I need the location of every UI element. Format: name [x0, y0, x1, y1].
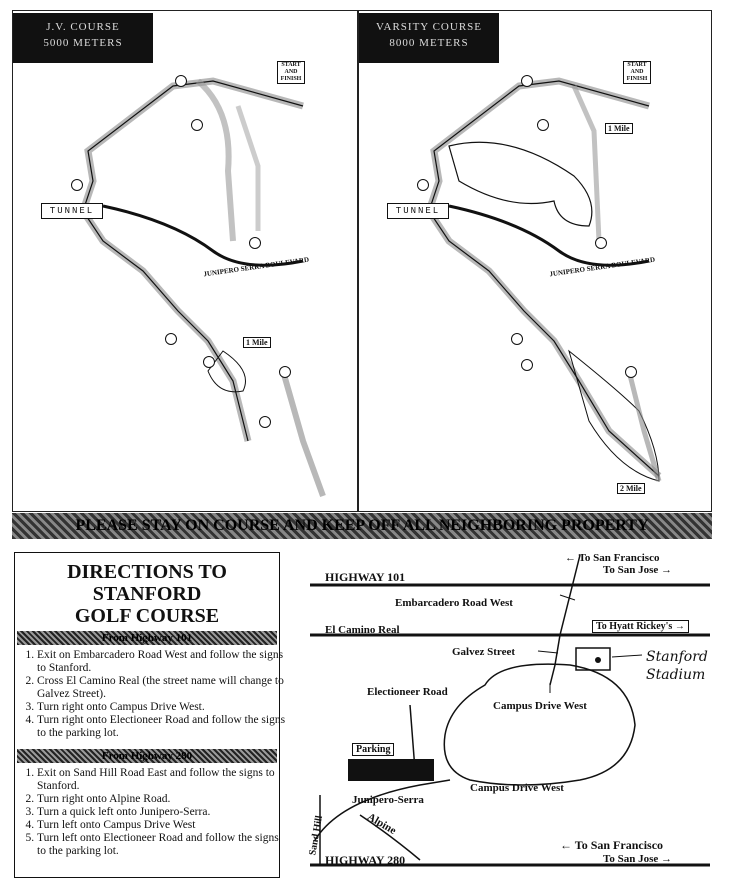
section-heading-280: From Highway 280: [17, 749, 277, 763]
direction-step: 4. Turn left onto Campus Drive West: [37, 819, 289, 832]
marker-circle: [249, 237, 261, 249]
to-sj-bottom-label: To San Jose: [603, 853, 659, 865]
hyatt-label-text: To Hyatt Rickey's: [596, 621, 673, 632]
course-name: VARSITY COURSE: [376, 21, 482, 33]
to-sj-top-label: To San Jose: [603, 564, 659, 576]
start-finish-marker: START AND FINISH: [277, 61, 305, 84]
marker-circle: [521, 75, 533, 87]
keep-off-banner: PLEASE STAY ON COURSE AND KEEP OFF ALL NEIGHBORING PROPERTY: [12, 513, 712, 539]
marker-circle: [417, 179, 429, 191]
stadium-handwritten-note: Stanford Stadium: [646, 649, 708, 683]
direction-step: 3. Turn right onto Campus Drive West.: [37, 701, 289, 714]
campus-drive-label-2: Campus Drive West: [470, 782, 564, 794]
mile-marker-1: 1 Mile: [605, 123, 633, 134]
highway-101-label: HIGHWAY 101: [325, 570, 406, 584]
embarcadero-label: Embarcadero Road West: [395, 597, 513, 609]
directions-title-line2: STANFORD: [92, 583, 202, 605]
directions-title-line1: DIRECTIONS TO: [67, 561, 227, 583]
highway-280-label: HIGHWAY 280: [325, 853, 406, 867]
to-san-jose-top: To San Jose →: [603, 564, 672, 576]
campus-drive-label-1: Campus Drive West: [493, 700, 587, 712]
junipero-serra-label: Junipero-Serra: [352, 794, 424, 806]
directions-box: [14, 552, 286, 878]
mile-marker-2: 2 Mile: [617, 483, 645, 494]
direction-step: 5. Turn left onto Electioneer Road and follow the signs to the parking lot.: [37, 832, 289, 858]
direction-step: 2. Cross El Camino Real (the street name will change to Galvez Street).: [37, 675, 289, 701]
galvez-label: Galvez Street: [452, 646, 516, 658]
parking-label: Parking: [352, 743, 394, 756]
marker-circle: [595, 237, 607, 249]
marker-circle: [279, 366, 291, 378]
road-map: [300, 545, 714, 880]
directions-list-101: [21, 649, 289, 740]
course-name: J.V. COURSE: [46, 21, 120, 33]
to-san-jose-bottom: To San Jose →: [603, 853, 672, 865]
marker-circle: [259, 416, 271, 428]
to-san-francisco-bottom: ← To San Francisco: [560, 838, 664, 852]
direction-step: 1. Exit on Embarcadero Road West and follow the signs to Stanford.: [37, 649, 289, 675]
to-san-francisco-top: ← To San Francisco: [565, 552, 660, 564]
hyatt-rickeys-label: To Hyatt Rickey's →: [592, 620, 689, 633]
mile-marker: 1 Mile: [243, 337, 271, 348]
electioneer-label: Electioneer Road: [367, 686, 448, 698]
directions-list-280: [21, 767, 289, 858]
start-finish-marker: START AND FINISH: [623, 61, 651, 84]
varsity-course-map: [358, 10, 712, 512]
direction-step: 3. Turn a quick left onto Junipero-Serra.: [37, 806, 289, 819]
course-distance: 5000 METERS: [43, 37, 123, 49]
marker-circle: [625, 366, 637, 378]
directions-title-line3: GOLF COURSE: [74, 605, 220, 627]
marker-circle: [521, 359, 533, 371]
varsity-course-route: [359, 11, 711, 511]
boulevard-label: JUNIPERO SERRA BOULEVARD: [202, 255, 310, 279]
to-sf-top-label: To San Francisco: [578, 552, 660, 564]
section-heading-101: From Highway 101: [17, 631, 277, 645]
sand-hill-label: Sand Hill: [307, 814, 326, 857]
el-camino-label: El Camino Real: [325, 624, 400, 636]
boulevard-label: JUNIPERO SERRA BOULEVARD: [548, 255, 656, 279]
direction-step: 4. Turn right onto Electioneer Road and follow the signs to the parking lot.: [37, 714, 289, 740]
jv-course-map: [12, 10, 358, 512]
direction-step: 1. Exit on Sand Hill Road East and follow the signs to Stanford.: [37, 767, 289, 793]
course-distance: 8000 METERS: [389, 37, 469, 49]
marker-circle: [511, 333, 523, 345]
marker-circle: [175, 75, 187, 87]
marker-circle: [537, 119, 549, 131]
marker-circle: [165, 333, 177, 345]
tunnel-label: TUNNEL: [41, 203, 103, 219]
direction-step: 2. Turn right onto Alpine Road.: [37, 793, 289, 806]
to-sf-bottom-label: To San Francisco: [574, 838, 664, 852]
marker-circle: [191, 119, 203, 131]
marker-circle: [71, 179, 83, 191]
alpine-label: Alpine: [365, 811, 399, 837]
marker-circle: [203, 356, 215, 368]
tunnel-label: TUNNEL: [387, 203, 449, 219]
